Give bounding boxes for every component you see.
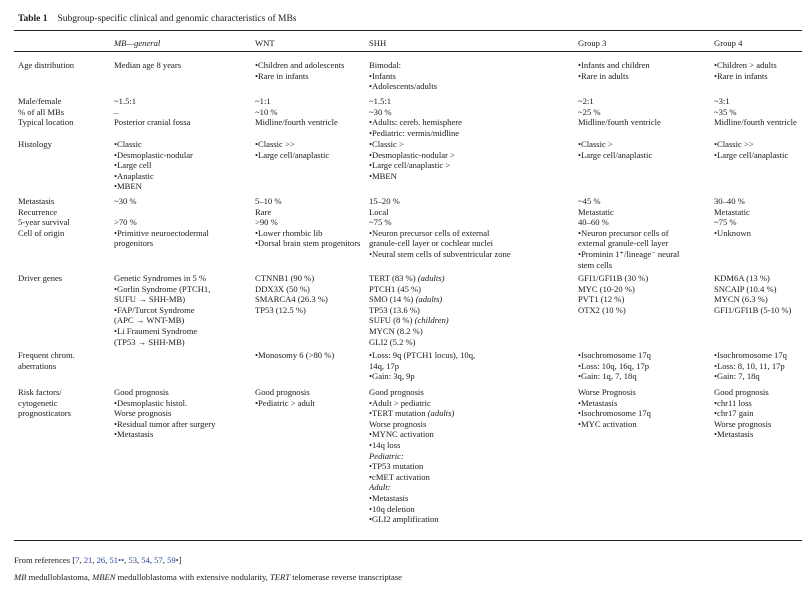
table-cell-group-3 [578, 387, 651, 429]
table-cell-wnt [255, 273, 328, 315]
cell-line: ~10 % [255, 106, 278, 117]
cell-line: •Neural stem cells of subventricular zone [369, 248, 511, 259]
cell-line: •MYNC activation [369, 429, 434, 440]
table-cell-shh [369, 139, 455, 181]
cell-line: •Gorlin Syndrome (PTCH1, [114, 283, 211, 294]
cell-line: •FAP/Turcot Syndrome [114, 304, 195, 315]
cell-line: >90 % [255, 217, 278, 228]
cell-line: •Large cell [114, 160, 152, 171]
row-label-line: % of all MBs [18, 106, 65, 117]
cell-line: •Metastasis [578, 397, 618, 408]
cell-line: •Residual tumor after surgery [114, 418, 216, 429]
abbreviation-term: MB [14, 572, 27, 582]
table-cell-mb-general [114, 273, 210, 347]
cell-line: •Children > adults [714, 60, 777, 70]
cell-line: •Isochromosome 17q [578, 408, 651, 419]
table-cell-wnt [255, 196, 360, 249]
cell-line: ~30 % [114, 196, 137, 206]
cell-line: ~2:1 [578, 96, 594, 106]
cell-line: •Large cell/anaplastic [255, 149, 330, 160]
row-label-line: Typical location [18, 117, 74, 128]
cell-line: TP53 (13.6 %) [369, 304, 420, 315]
cell-line: Pediatric: [369, 450, 404, 461]
table-cell-group-4 [714, 96, 797, 128]
cell-line: •MBEN [114, 181, 142, 192]
cell-line: Median age 8 years [114, 60, 182, 70]
row-label-line: 5-year survival [18, 217, 70, 228]
cell-line: •Classic > [578, 139, 613, 149]
cell-line: •chr11 loss [714, 397, 752, 408]
cell-line: GLI2 (5.2 %) [369, 336, 416, 347]
cell-line: Good prognosis [255, 387, 310, 397]
cell-line: •GLI2 amplification [369, 514, 439, 525]
cell-line: Worse prognosis [714, 418, 772, 429]
col-header-shh: SHH [369, 38, 387, 48]
table-label: Table 1 [18, 14, 48, 24]
table-cell-shh [369, 273, 449, 347]
cell-line: ~30 % [369, 106, 392, 117]
cell-line: •Metastasis [114, 429, 154, 440]
row-label-line: cytogenetic [18, 397, 58, 408]
cell-line: •Children and adolescents [255, 60, 345, 70]
cell-line: SMARCA4 (26.3 %) [255, 294, 328, 305]
row-label-line: Histology [18, 139, 52, 149]
reference-link[interactable]: 54 [141, 555, 150, 565]
cell-line: SUFU (8 %) (children) [369, 315, 449, 326]
row-label-line: aberrations [18, 360, 57, 371]
cell-line: ~35 % [714, 106, 737, 117]
cell-line: Good prognosis [369, 387, 424, 397]
cell-line: •Infants and children [578, 60, 650, 70]
cell-line: •MBEN [369, 170, 397, 181]
table-cell-shh [369, 60, 437, 92]
cell-line: Midline/fourth ventricle [714, 117, 797, 128]
cell-line: •Metastasis [369, 492, 409, 503]
header-rule [14, 51, 802, 52]
cell-line: Adult: [369, 482, 391, 493]
table-cell-wnt [255, 139, 329, 160]
cell-line: •Classic [114, 139, 142, 149]
cell-line: •Gain: 1q, 7, 18q [578, 371, 637, 382]
cell-line: •Rare in infants [255, 70, 309, 81]
table-cell-group-3 [578, 60, 650, 81]
top-rule [14, 30, 802, 31]
cell-line: ~75 % [714, 217, 737, 228]
cell-line: Bimodal: [369, 60, 401, 70]
cell-line: Worse Prognosis [578, 387, 636, 397]
cell-line: ~75 % [369, 217, 392, 228]
cell-line: SNCAIP (10.4 %) [714, 283, 777, 294]
cell-line: •Classic >> [255, 139, 295, 149]
table-cell-shh [369, 96, 462, 138]
table-cell-shh [369, 387, 454, 525]
cell-line: •Prominin 1⁺/lineage⁻ neural [578, 248, 680, 259]
cell-line: – [114, 106, 119, 117]
abbreviation-term: MBEN [92, 572, 116, 582]
cell-line: •Classic >> [714, 139, 754, 149]
cell-line: (TP53 → SHH-MB) [114, 336, 185, 347]
cell-line: •Desmoplastic-nodular [114, 149, 193, 160]
refs-list: 7, 21, 26, 51••, 53, 54, 57, 59• [75, 555, 179, 565]
table-cell-mb-general [114, 196, 209, 249]
table-cell-group-3 [578, 196, 679, 270]
cell-line: Posterior cranial fossa [114, 117, 191, 128]
row-label [18, 273, 62, 284]
cell-line: PVT1 (12 %) [578, 294, 625, 305]
table-cell-group-4 [714, 273, 791, 315]
cell-line: ~1.5:1 [114, 96, 137, 106]
table-cell-wnt [255, 350, 334, 361]
cell-line: •Classic > [369, 139, 404, 149]
cell-line: 30–40 % [714, 196, 745, 206]
cell-line: GFI1/GFI1B (30 %) [578, 273, 649, 283]
cell-line: •Loss: 9q (PTCH1 locus), 10q, [369, 350, 476, 360]
table-cell-wnt [255, 96, 338, 128]
cell-line: TP53 (12.5 %) [255, 304, 306, 315]
cell-line: •MYC activation [578, 418, 637, 429]
cell-line: MYCN (6.3 %) [714, 294, 768, 305]
cell-line: •Adult > pediatric [369, 397, 431, 408]
references-line [14, 555, 182, 565]
table-caption [18, 14, 297, 24]
table-cell-wnt [255, 387, 315, 408]
reference-link[interactable]: 51•• [109, 555, 125, 565]
cell-line: PTCH1 (45 %) [369, 283, 422, 294]
abbreviation-definition: medulloblastoma with extensive nodularity, [115, 572, 271, 582]
row-label-line: Metastasis [18, 196, 55, 206]
cell-line: Genetic Syndromes in 5 % [114, 273, 207, 283]
cell-line: SUFU → SHH-MB) [114, 294, 186, 305]
cell-line: •Monosomy 6 (>80 %) [255, 350, 335, 360]
row-label [18, 196, 70, 238]
reference-link[interactable]: 21 [83, 555, 93, 565]
cell-line: Good prognosis [114, 387, 169, 397]
table-cell-group-3 [578, 273, 648, 315]
cell-line: •Dorsal brain stem progenitors [255, 238, 361, 249]
cell-line: •Isochromosome 17q [714, 350, 787, 360]
cell-line: CTNNB1 (90 %) [255, 273, 315, 283]
row-label-line: Frequent chrom. [18, 350, 75, 360]
cell-line: MYC (10-20 %) [578, 283, 635, 294]
col-header-mb-general: MB—general [114, 38, 161, 48]
row-label-line: Age distribution [18, 60, 75, 70]
abbreviation-definition: medulloblastoma, [26, 572, 93, 582]
cell-line: •Loss: 8, 10, 11, 17p [714, 360, 785, 371]
cell-line: 40–60 % [578, 217, 609, 228]
cell-line: •Large cell/anaplastic [714, 149, 789, 160]
table-cell-group-4 [714, 196, 751, 238]
cell-line: •Large cell/anaplastic [578, 149, 653, 160]
row-label-line: Risk factors/ [18, 387, 62, 397]
cell-line: Midline/fourth ventricle [255, 117, 338, 128]
reference-link[interactable]: 57 [154, 555, 163, 565]
cell-line: stem cells [578, 259, 613, 270]
cell-line: •Primitive neuroectodermal [114, 227, 209, 238]
cell-line: Local [369, 206, 389, 217]
cell-line: •Rare in infants [714, 70, 768, 81]
cell-line: •Anaplastic [114, 170, 154, 181]
row-label-line: Cell of origin [18, 227, 65, 238]
cell-line: •Li Fraumeni Syndrome [114, 325, 198, 336]
cell-line: •Lower rhombic lib [255, 227, 323, 238]
cell-line: granule-cell layer or cochlear nuclei [369, 238, 494, 249]
cell-line: GFI1/GFI1B (5-10 %) [714, 304, 792, 315]
cell-line: ~1.5:1 [369, 96, 392, 106]
cell-line: •Adolescents/adults [369, 81, 437, 92]
cell-line: ~45 % [578, 196, 601, 206]
reference-link[interactable]: 59• [167, 555, 179, 565]
cell-line: •Desmoplastic-nodular > [369, 149, 455, 160]
table-title: Subgroup-specific clinical and genomic characteristics of MBs [57, 14, 297, 24]
table-cell-shh [369, 350, 475, 382]
cell-line: (APC → WNT-MB) [114, 315, 185, 326]
cell-line [114, 207, 209, 218]
cell-line: •Rare in adults [578, 70, 629, 81]
cell-line: 5–10 % [255, 196, 282, 206]
table-cell-group-4 [714, 350, 787, 382]
table-cell-wnt [255, 60, 344, 81]
cell-line: •Large cell/anaplastic > [369, 160, 451, 171]
cell-line: external granule-cell layer [578, 238, 669, 249]
cell-line: OTX2 (10 %) [578, 304, 626, 315]
cell-line: •TERT mutation (adults) [369, 408, 455, 419]
row-label-line: Male/female [18, 96, 62, 106]
col-header-group-3: Group 3 [578, 38, 607, 48]
cell-line: •Metastasis [714, 429, 754, 440]
cell-line: Metastatic [578, 206, 614, 217]
cell-line: ~25 % [578, 106, 601, 117]
cell-line: •Gain: 3q, 9p [369, 371, 415, 382]
refs-suffix: ] [178, 555, 182, 565]
table-cell-mb-general [114, 139, 193, 192]
row-label-line: Driver genes [18, 273, 63, 283]
cell-line: •Infants [369, 70, 396, 81]
cell-line: •Pediatric > adult [255, 397, 315, 408]
cell-line: 14q, 17p [369, 360, 400, 371]
abbreviation-definition: telomerase reverse transcriptase [290, 572, 402, 582]
table-cell-mb-general [114, 96, 190, 128]
cell-line: 15–20 % [369, 196, 400, 206]
cell-line: progenitors [114, 238, 154, 249]
row-label-line: Recurrence [18, 206, 58, 217]
cell-line: •Gain: 7, 18q [714, 371, 760, 382]
cell-line: Metastatic [714, 206, 750, 217]
table-cell-group-3 [578, 139, 652, 160]
reference-link[interactable]: 26 [96, 555, 106, 565]
row-label-line: prognosticators [18, 408, 71, 419]
cell-line: KDM6A (13 %) [714, 273, 770, 283]
cell-line: Worse prognosis [114, 408, 172, 419]
table-cell-shh [369, 196, 511, 260]
reference-link[interactable]: 7 [75, 555, 80, 565]
cell-line: •Isochromosome 17q [578, 350, 651, 360]
abbreviations-line [14, 572, 402, 582]
bottom-rule [14, 540, 802, 541]
table-cell-group-3 [578, 96, 661, 128]
cell-line: •chr17 gain [714, 408, 754, 419]
table-cell-group-4 [714, 139, 788, 160]
cell-line: DDX3X (50 %) [255, 283, 310, 294]
cell-line: •Unknown [714, 227, 751, 238]
row-label [18, 139, 52, 150]
cell-line: •TP53 mutation [369, 461, 424, 472]
cell-line: •Neuron precursor cells of [578, 227, 669, 238]
cell-line: ~3:1 [714, 96, 730, 106]
cell-line: Worse prognosis [369, 418, 427, 429]
row-label [18, 387, 71, 419]
cell-line: ~1:1 [255, 96, 271, 106]
cell-line: •Loss: 10q, 16q, 17p [578, 360, 650, 371]
col-header-wnt: WNT [255, 38, 275, 48]
table-cell-mb-general [114, 387, 215, 440]
table-cell-group-4 [714, 60, 777, 81]
cell-line: Rare [255, 206, 272, 217]
abbreviation-term: TERT [270, 572, 291, 582]
row-label [18, 60, 74, 71]
row-label [18, 350, 75, 371]
cell-line: •Pediatric: vermis/midline [369, 127, 460, 138]
cell-line: >70 % [114, 217, 137, 228]
cell-line: •Neuron precursor cells of external [369, 227, 490, 238]
cell-line: •cMET activation [369, 471, 430, 482]
cell-line: •Desmoplastic histol. [114, 397, 188, 408]
row-label [18, 96, 73, 128]
refs-prefix: From references [ [14, 555, 76, 565]
col-header-group-4: Group 4 [714, 38, 743, 48]
cell-line: Midline/fourth ventricle [578, 117, 661, 128]
reference-link[interactable]: 53 [128, 555, 137, 565]
cell-line: •Adults: cereb. hemisphere [369, 117, 462, 128]
cell-line: SMO (14 %) (adults) [369, 294, 443, 305]
cell-line: Good prognosis [714, 387, 769, 397]
cell-line: •14q loss [369, 439, 401, 450]
cell-line: MYCN (8.2 %) [369, 325, 423, 336]
table-cell-group-4 [714, 387, 771, 440]
table-cell-mb-general [114, 60, 181, 71]
cell-line: •10q deletion [369, 503, 415, 514]
table-cell-group-3 [578, 350, 651, 382]
cell-line: TERT (83 %) (adults) [369, 273, 445, 283]
